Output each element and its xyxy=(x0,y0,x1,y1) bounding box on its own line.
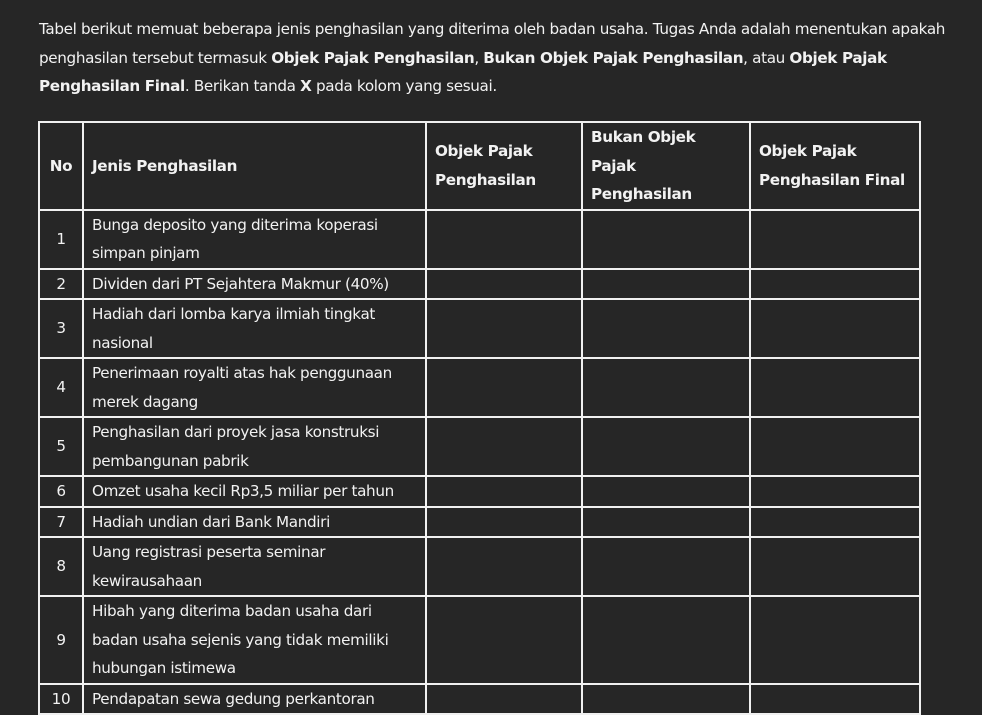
cell-bukan-objek-pajak[interactable] xyxy=(582,684,750,715)
income-classification-table xyxy=(38,121,921,715)
cell-objek-pajak-final[interactable] xyxy=(750,507,920,538)
cell-objek-pajak[interactable] xyxy=(426,537,582,596)
income-type: Hadiah dari lomba karya ilmiah tingkat nasional xyxy=(83,299,426,358)
cell-objek-pajak-final[interactable] xyxy=(750,684,920,715)
cell-objek-pajak[interactable] xyxy=(426,358,582,417)
header-bukan-objek-pajak: Bukan Objek Pajak Penghasilan xyxy=(582,122,750,210)
cell-objek-pajak[interactable] xyxy=(426,210,582,269)
income-type: Bunga deposito yang diterima koperasi simpan pinjam xyxy=(83,210,426,269)
cell-objek-pajak-final[interactable] xyxy=(750,417,920,476)
table-header-row xyxy=(39,122,920,210)
intro-text: , xyxy=(474,48,484,67)
row-number: 4 xyxy=(39,358,83,417)
cell-objek-pajak-final[interactable] xyxy=(750,269,920,300)
row-number: 9 xyxy=(39,596,83,684)
header-no: No xyxy=(39,122,83,210)
header-objek-pajak: Objek Pajak Penghasilan xyxy=(426,122,582,210)
cell-objek-pajak[interactable] xyxy=(426,684,582,715)
income-type: Penghasilan dari proyek jasa konstruksi pembangunan pabrik xyxy=(83,417,426,476)
cell-bukan-objek-pajak[interactable] xyxy=(582,596,750,684)
row-number: 7 xyxy=(39,507,83,538)
row-number: 8 xyxy=(39,537,83,596)
cell-bukan-objek-pajak[interactable] xyxy=(582,269,750,300)
header-objek-pajak-final: Objek Pajak Penghasilan Final xyxy=(750,122,920,210)
cell-objek-pajak-final[interactable] xyxy=(750,358,920,417)
cell-objek-pajak[interactable] xyxy=(426,417,582,476)
intro-text: , atau xyxy=(743,48,790,67)
header-jenis-penghasilan: Jenis Penghasilan xyxy=(83,122,426,210)
cell-objek-pajak[interactable] xyxy=(426,507,582,538)
cell-objek-pajak-final[interactable] xyxy=(750,596,920,684)
cell-bukan-objek-pajak[interactable] xyxy=(582,507,750,538)
mark-x: X xyxy=(300,77,312,95)
cell-bukan-objek-pajak[interactable] xyxy=(582,537,750,596)
cell-objek-pajak[interactable] xyxy=(426,269,582,300)
row-number: 5 xyxy=(39,417,83,476)
term-bukan-objek-pajak: Bukan Objek Pajak Penghasilan xyxy=(483,48,744,67)
table-row xyxy=(39,210,920,269)
cell-bukan-objek-pajak[interactable] xyxy=(582,417,750,476)
income-type: Hibah yang diterima badan usaha dari badan usaha sejenis yang tidak memiliki hubungan istimewa xyxy=(83,596,426,684)
cell-objek-pajak-final[interactable] xyxy=(750,299,920,358)
cell-bukan-objek-pajak[interactable] xyxy=(582,210,750,269)
table-row xyxy=(39,269,920,300)
cell-objek-pajak[interactable] xyxy=(426,596,582,684)
income-type: Penerimaan royalti atas hak penggunaan merek dagang xyxy=(83,358,426,417)
income-type: Hadiah undian dari Bank Mandiri xyxy=(83,507,426,538)
table-row xyxy=(39,358,920,417)
cell-bukan-objek-pajak[interactable] xyxy=(582,299,750,358)
cell-objek-pajak[interactable] xyxy=(426,476,582,507)
row-number: 10 xyxy=(39,684,83,715)
cell-objek-pajak-final[interactable] xyxy=(750,210,920,269)
term-objek-pajak: Objek Pajak Penghasilan xyxy=(271,48,475,67)
income-type: Dividen dari PT Sejahtera Makmur (40%) xyxy=(83,269,426,300)
income-type: Pendapatan sewa gedung perkantoran xyxy=(83,684,426,715)
income-type: Uang registrasi peserta seminar kewirausahaan xyxy=(83,537,426,596)
table-row xyxy=(39,684,920,715)
cell-bukan-objek-pajak[interactable] xyxy=(582,358,750,417)
cell-objek-pajak-final[interactable] xyxy=(750,537,920,596)
intro-text: Tabel berikut memuat beberapa jenis penghasilan yang diterima oleh badan usaha. Tugas Anda adalah menentukan apakah penghasilan tersebut termasuk xyxy=(39,20,946,67)
cell-objek-pajak-final[interactable] xyxy=(750,476,920,507)
table-row xyxy=(39,537,920,596)
table-row xyxy=(39,476,920,507)
row-number: 6 xyxy=(39,476,83,507)
term-objek-pajak-final: Objek Pajak Penghasilan Final xyxy=(39,48,887,95)
row-number: 3 xyxy=(39,299,83,358)
table-row xyxy=(39,507,920,538)
table-row xyxy=(39,299,920,358)
cell-objek-pajak[interactable] xyxy=(426,299,582,358)
row-number: 1 xyxy=(39,210,83,269)
intro-text: pada kolom yang sesuai. xyxy=(311,77,497,95)
table-row xyxy=(39,596,920,684)
row-number: 2 xyxy=(39,269,83,300)
income-type: Omzet usaha kecil Rp3,5 miliar per tahun xyxy=(83,476,426,507)
table-row xyxy=(39,417,920,476)
cell-bukan-objek-pajak[interactable] xyxy=(582,476,750,507)
intro-text: . Berikan tanda xyxy=(184,77,301,95)
instructions-paragraph xyxy=(39,15,969,101)
